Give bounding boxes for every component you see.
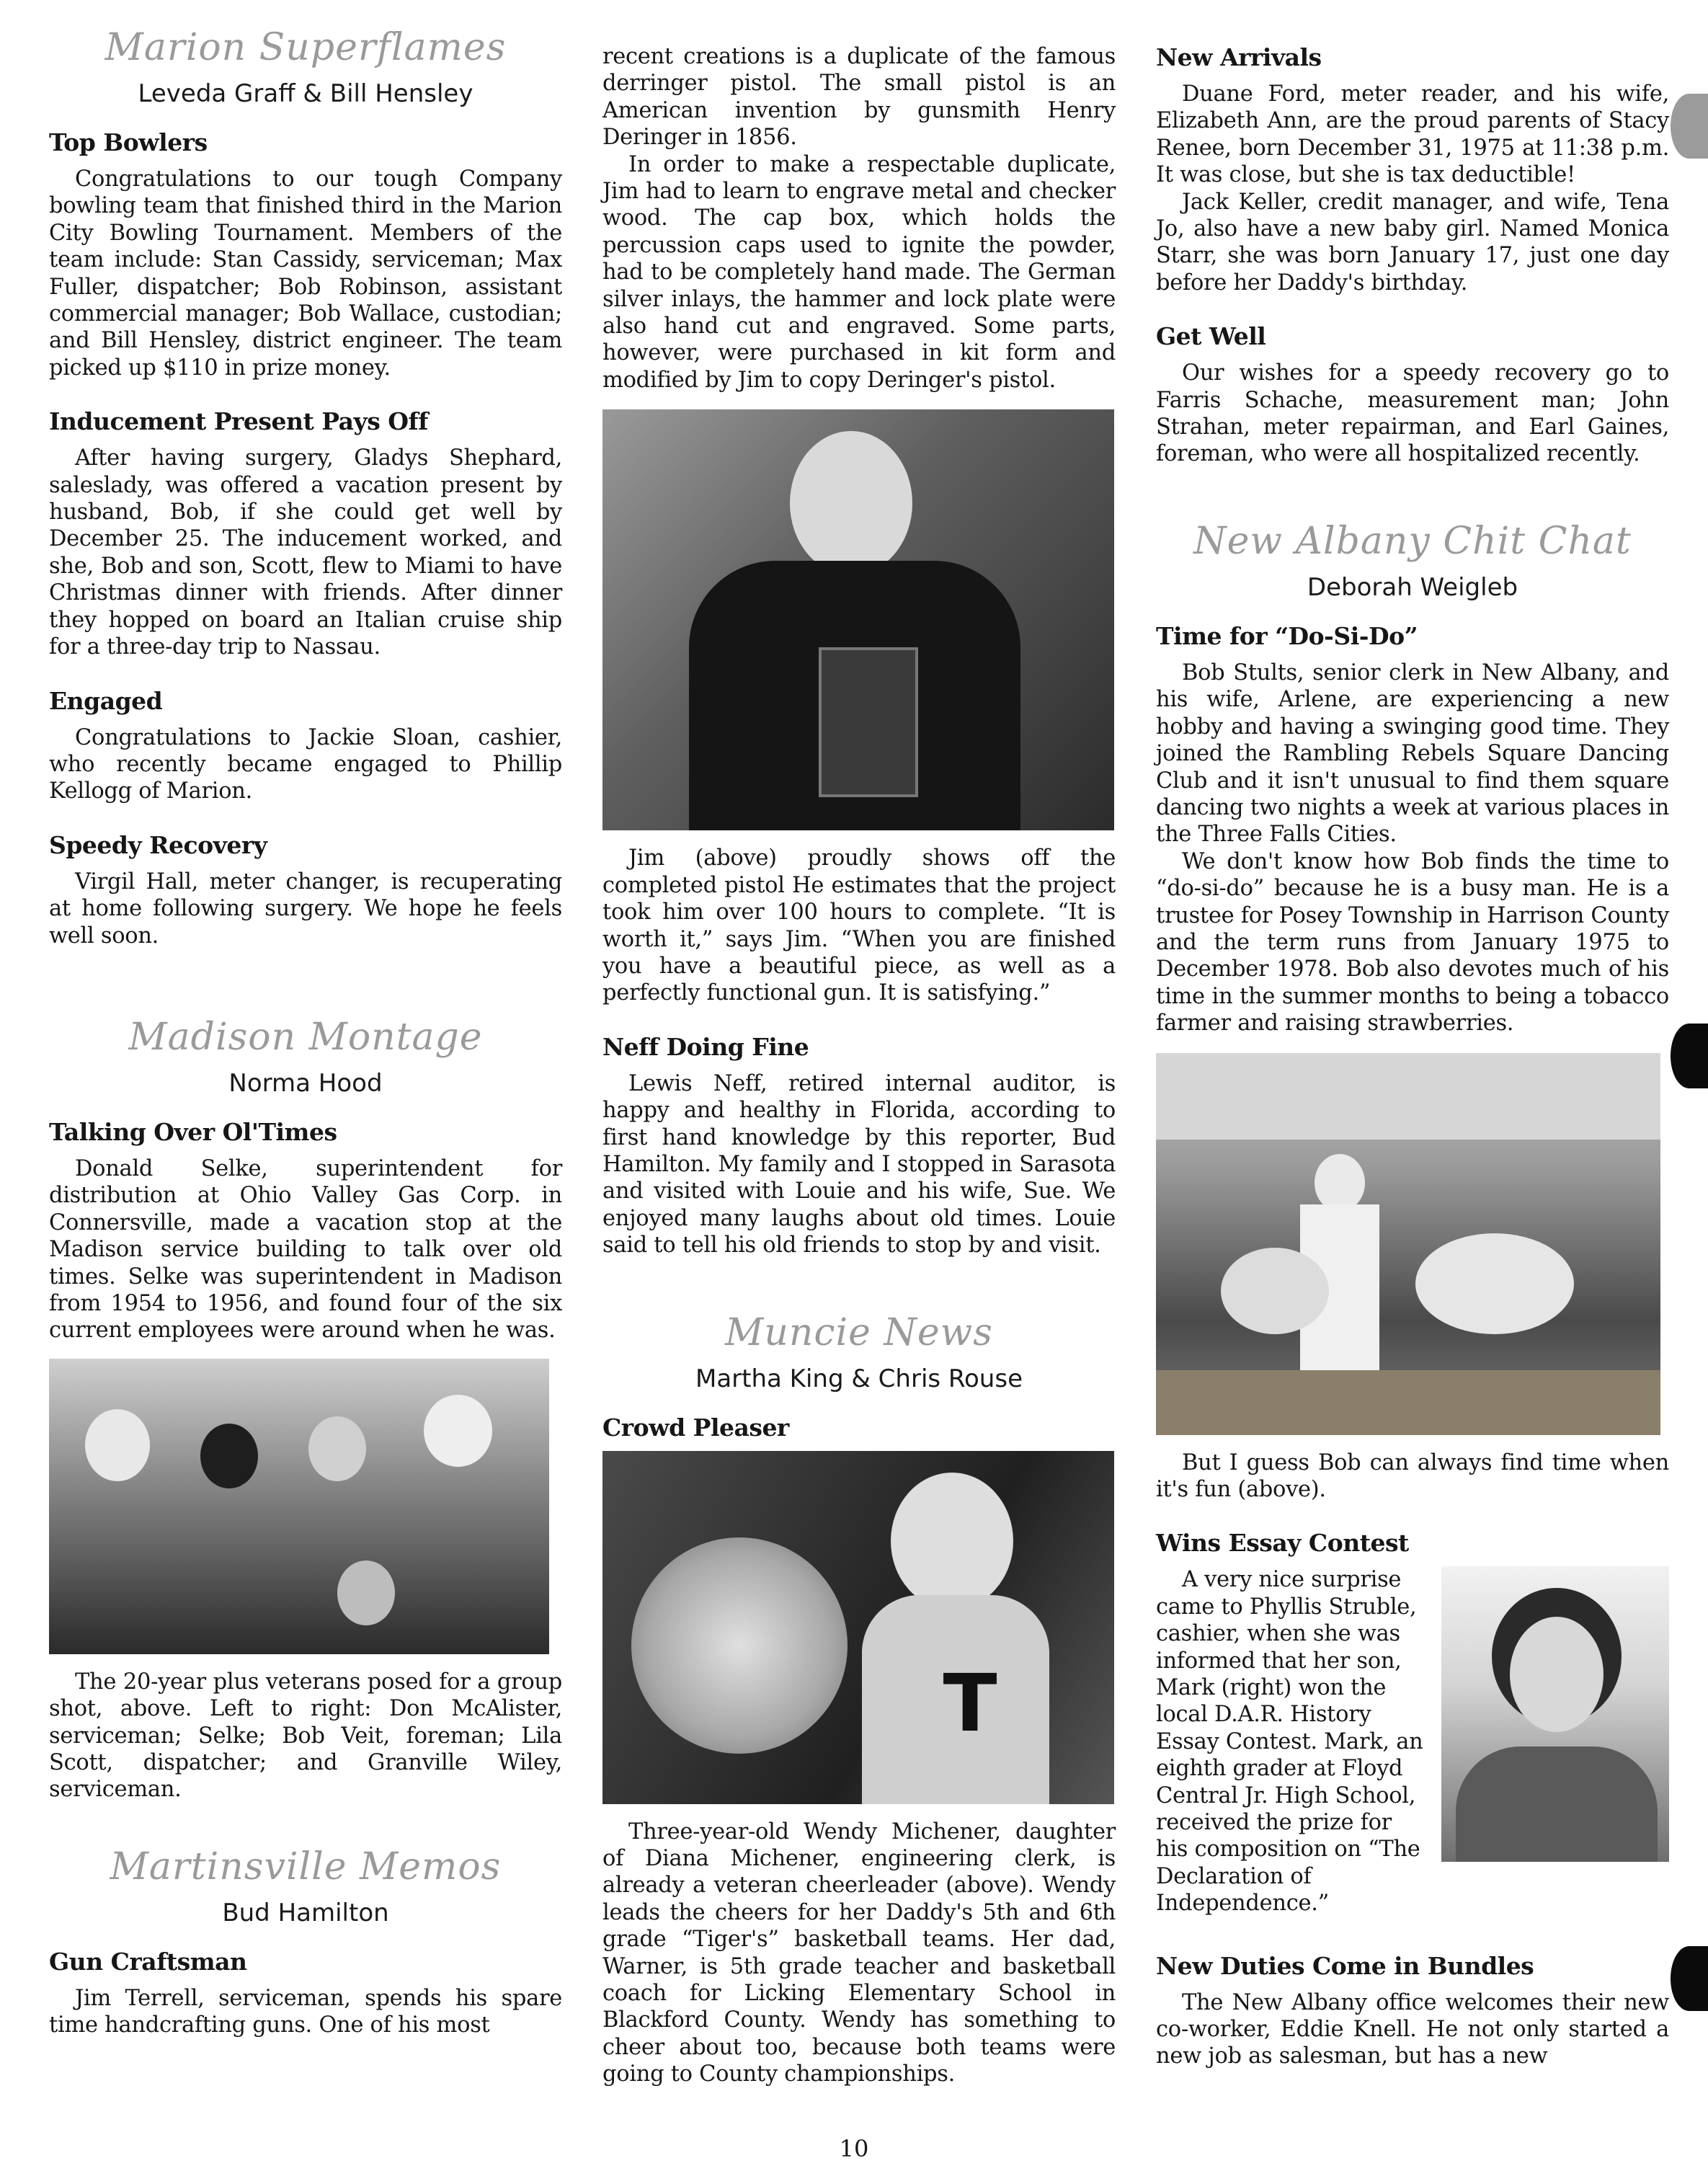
photo-madison-veterans xyxy=(49,1359,549,1654)
article-new-arrivals-2: Jack Keller, credit manager, and wife, Tena Jo, also have a new baby girl. Named Monica Starr, she was born January 17, just one day before her Daddy's birthday. xyxy=(1156,189,1669,296)
article-top-bowlers: Congratulations to our tough Company bowling team that finished third in the Marion City Bowling Tournament. Members of the team include: Stan Cassidy, serviceman; Max Fuller, dispatcher; Bob Robinson, assistant commercial manager; Bob Wallace, custodian; and Bill Hensley, district engineer. The team picked up $110 in prize money. xyxy=(49,167,562,381)
headline-top-bowlers: Top Bowlers xyxy=(49,128,208,156)
headline-new-arrivals: New Arrivals xyxy=(1156,43,1322,71)
article-essay-contest: A very nice surprise came to Phyllis Struble, cashier, when she was informed that her son, Mark (right) won the local D.A.R. History Essay Contest. Mark, an eighth grader at Floyd Central Jr. High School, received the prize for his composition on “The Declaration of Independence.” xyxy=(1156,1567,1423,1917)
section-title-new-albany: New Albany Chit Chat xyxy=(1193,519,1632,563)
article-talking-over: Donald Selke, superintendent for distribution at Ohio Valley Gas Corp. in Connersville, made a vacation stop at the Madison service building to talk over old times. Selke was superintendent in Madison from 1954 to 1956, and found four of the six current employees were around when he was. xyxy=(49,1155,562,1344)
binder-hole-bottom xyxy=(1671,1946,1708,2011)
byline-muncie: Martha King & Chris Rouse xyxy=(695,1364,1023,1393)
sweater-letter: T xyxy=(943,1656,997,1749)
section-title-marion: Marion Superflames xyxy=(104,26,507,69)
column-2 xyxy=(602,0,1116,2088)
section-title-martinsville: Martinsville Memos xyxy=(110,1845,502,1888)
headline-do-si-do: Time for “Do-Si-Do” xyxy=(1156,621,1418,650)
byline-new-albany: Deborah Weigleb xyxy=(1307,572,1518,602)
headline-talking-over: Talking Over Ol'Times xyxy=(49,1117,337,1146)
headline-essay-contest: Wins Essay Contest xyxy=(1156,1529,1409,1558)
headline-inducement: Inducement Present Pays Off xyxy=(49,407,428,436)
byline-madison: Norma Hood xyxy=(228,1068,383,1098)
binder-hole-middle xyxy=(1671,1024,1708,1088)
caption-square-dance: But I guess Bob can always find time when it's fun (above). xyxy=(1156,1450,1669,1502)
article-inducement: After having surgery, Gladys Shephard, saleslady, was offered a vacation present by husband, Bob, if she could get well by December 25. The inducement worked, and she, Bob and son, Scott, flew to Miami to have Christmas dinner with friends. After dinner they hopped on board an Italian cruise ship for a three-day trip to Nassau. xyxy=(49,445,562,660)
article-gun-craftsman: Jim Terrell, serviceman, spends his spare time handcrafting guns. One of his most xyxy=(49,1985,562,2038)
caption-wendy: Three-year-old Wendy Michener, daughter of Diana Michener, engineering clerk, is already a veteran cheerleader (above). Wendy leads the cheers for her Daddy's 5th and 6th grade “Tiger's” basketball teams. Her dad, Warner, is 5th grade teacher and basketball coach for Licking Elementary School in Blackford County. Wendy has something to cheer about too, because both teams were going to County championships. xyxy=(602,1819,1116,2087)
article-new-arrivals-1: Duane Ford, meter reader, and his wife, Elizabeth Ann, are the proud parents of Stacy Renee, born December 31, 1975 at 11:38 p.m. It was close, but she is tax deductible! xyxy=(1156,81,1669,188)
byline-martinsville: Bud Hamilton xyxy=(222,1898,389,1927)
article-neff: Lewis Neff, retired internal auditor, is happy and healthy in Florida, according to first hand knowledge by this reporter, Bud Hamilton. My family and I stopped in Sarasota and visited with Louie and his wife, Sue. We enjoyed many laughs about old times. Louie said to tell his old friends to stop by and visit. xyxy=(602,1070,1116,1259)
headline-crowd-pleaser: Crowd Pleaser xyxy=(602,1413,789,1442)
photo-mark-struble xyxy=(1441,1566,1669,1862)
caption-jim-pistol: Jim (above) proudly shows off the completed pistol He estimates that the project took him over 100 hours to complete. “It is worth it,” says Jim. “When you are finished you have a beautiful piece, as well as a perfectly functional gun. It is satisfying.” xyxy=(602,845,1116,1006)
article-gun-continued-1: recent creations is a duplicate of the famous derringer pistol. The small pistol is an American invention by gunsmith Henry Deringer in 1856. xyxy=(602,44,1116,151)
byline-marion: Leveda Graff & Bill Hensley xyxy=(138,79,473,108)
article-engaged: Congratulations to Jackie Sloan, cashier, who recently became engaged to Phillip Kellogg of Marion. xyxy=(49,724,562,804)
headline-get-well: Get Well xyxy=(1156,322,1266,351)
binder-hole-top xyxy=(1671,94,1708,159)
column-1 xyxy=(49,0,562,2039)
column-3 xyxy=(1156,0,1669,2070)
article-speedy-recovery: Virgil Hall, meter changer, is recuperating at home following surgery. We hope he feels well soon. xyxy=(49,869,562,949)
headline-new-duties: New Duties Come in Bundles xyxy=(1156,1951,1534,1980)
photo-jim-pistol xyxy=(602,409,1114,830)
section-title-muncie: Muncie News xyxy=(725,1310,993,1354)
headline-neff: Neff Doing Fine xyxy=(602,1032,809,1061)
headline-engaged: Engaged xyxy=(49,686,163,715)
headline-speedy-recovery: Speedy Recovery xyxy=(49,830,267,859)
caption-madison-veterans: The 20-year plus veterans posed for a group shot, above. Left to right: Don McAlister, serviceman; Selke; Bob Veit, foreman; Lila Scott, dispatcher; and Granville Wiley, serviceman. xyxy=(49,1669,562,1803)
article-do-si-do-2: We don't know how Bob finds the time to “do-si-do” because he is a busy man. He is a trustee for Posey Township in Harrison County and the term runs from January 1975 to December 1978. Bob also devotes much of his time in the summer months to being a tobacco farmer and raising strawberries. xyxy=(1156,848,1669,1036)
photo-square-dance xyxy=(1156,1053,1660,1435)
article-do-si-do-1: Bob Stults, senior clerk in New Albany, and his wife, Arlene, are experiencing a new hobby and having a swinging good time. They joined the Rambling Rebels Square Dancing Club and it isn't unusual to find them square dancing two nights a week at various places in the Three Falls Cities. xyxy=(1156,660,1669,848)
photo-wendy-cheerleader xyxy=(602,1451,1114,1804)
article-new-duties: The New Albany office welcomes their new co-worker, Eddie Knell. He not only started a new job as salesman, but has a new xyxy=(1156,1989,1669,2069)
headline-gun-craftsman: Gun Craftsman xyxy=(49,1947,247,1976)
page-number: 10 xyxy=(839,2135,869,2162)
article-gun-continued-2: In order to make a respectable duplicate, Jim had to learn to engrave metal and checker wood. The cap box, which holds the percussion caps used to ignite the powder, had to be completely hand made. The German silver inlays, the hammer and lock plate were also hand cut and engraved. Some parts, however, were purchased in kit form and modified by Jim to copy Deringer's pistol. xyxy=(602,151,1116,393)
article-get-well: Our wishes for a speedy recovery go to Farris Schache, measurement man; John Strahan, meter repairman, and Earl Gaines, foreman, who were all hospitalized recently. xyxy=(1156,360,1669,467)
section-title-madison: Madison Montage xyxy=(128,1015,483,1059)
